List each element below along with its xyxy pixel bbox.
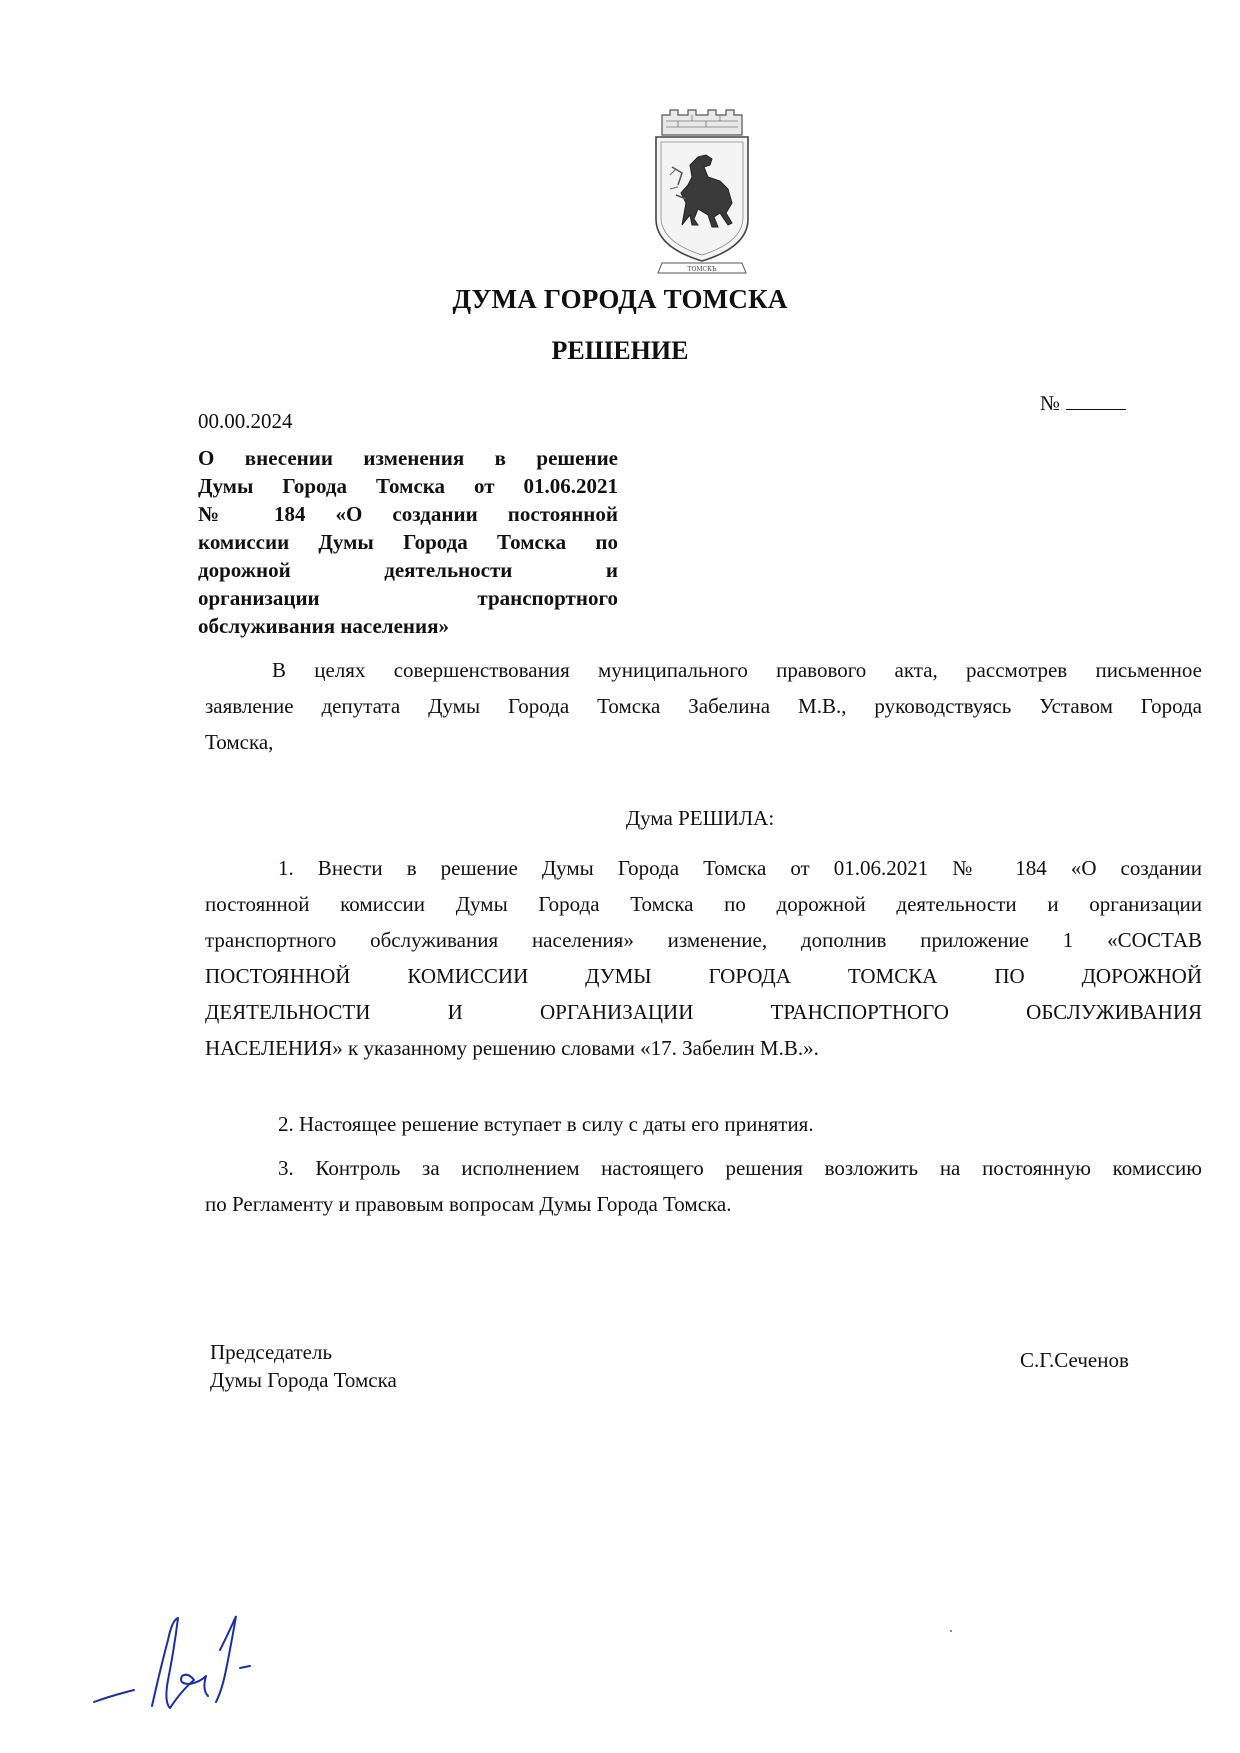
item-2-paragraph: 2. Настоящее решение вступает в силу с даты его принятия. <box>278 1112 814 1136</box>
resolution-subject <box>198 444 618 640</box>
preamble-line: В целях совершенствования муниципального правового акта, рассмотрев письменное <box>272 658 1202 682</box>
svg-text:ТОМСКЪ: ТОМСКЪ <box>687 266 717 273</box>
position-line: Думы Города Томска <box>210 1368 397 1392</box>
item-3-line: 3. Контроль за исполнением настоящего решения возложить на постоянную комиссию <box>278 1156 1202 1180</box>
number-blank <box>1066 408 1126 410</box>
tomsk-coat-of-arms-icon <box>648 107 756 277</box>
item-1-line: ДЕЯТЕЛЬНОСТИ И ОРГАНИЗАЦИИ ТРАНСПОРТНОГО ОБСЛУЖИВАНИЯ <box>205 1000 1202 1024</box>
subject-line: Думы Города Томска от 01.06.2021 <box>198 474 618 498</box>
subject-line: организации транспортного <box>198 586 618 610</box>
handwritten-signature <box>90 1610 280 1720</box>
item-1-line: 1. Внести в решение Думы Города Томска от 01.06.2021 № 184 «О создании <box>278 856 1202 880</box>
subject-line: № 184 «О создании постоянной <box>198 502 618 526</box>
item-1-line: транспортного обслуживания населения» изменение, дополнив приложение 1 «СОСТАВ <box>205 928 1202 952</box>
scan-speck <box>950 1630 952 1632</box>
subject-line: дорожной деятельности и <box>198 558 618 582</box>
org-title: ДУМА ГОРОДА ТОМСКА <box>452 284 788 314</box>
subject-line: комиссии Думы Города Томска по <box>198 530 618 554</box>
item-3-paragraph <box>205 1150 1202 1222</box>
item-1-paragraph <box>205 850 1202 1066</box>
subject-line: О внесении изменения в решение <box>198 446 618 470</box>
signatory-name: С.Г.Сеченов <box>1020 1348 1129 1372</box>
doc-type-title: РЕШЕНИЕ <box>551 336 689 365</box>
item-1-line: постоянной комиссии Думы Города Томска по дорожной деятельности и организации <box>205 892 1202 916</box>
position-line: Председатель <box>210 1340 333 1364</box>
signatory-position <box>210 1338 397 1394</box>
preamble-line: Томска, <box>205 730 274 754</box>
number-label: № <box>1040 391 1061 415</box>
item-1-line: ПОСТОЯННОЙ КОМИССИИ ДУМЫ ГОРОДА ТОМСКА ПО ДОРОЖНОЙ <box>205 964 1202 988</box>
item-1-line: НАСЕЛЕНИЯ» к указанному решению словами «17. Забелин М.В.». <box>205 1036 819 1060</box>
resolved-heading: Дума РЕШИЛА: <box>625 806 775 830</box>
item-3-line: по Регламенту и правовым вопросам Думы Города Томска. <box>205 1192 732 1216</box>
preamble-line: заявление депутата Думы Города Томска Забелина М.В., руководствуясь Уставом Города <box>205 694 1202 718</box>
document-number <box>1040 391 1126 416</box>
preamble-paragraph <box>205 652 1202 760</box>
subject-line: обслуживания населения» <box>198 614 449 638</box>
document-date: 00.00.2024 <box>198 409 293 433</box>
